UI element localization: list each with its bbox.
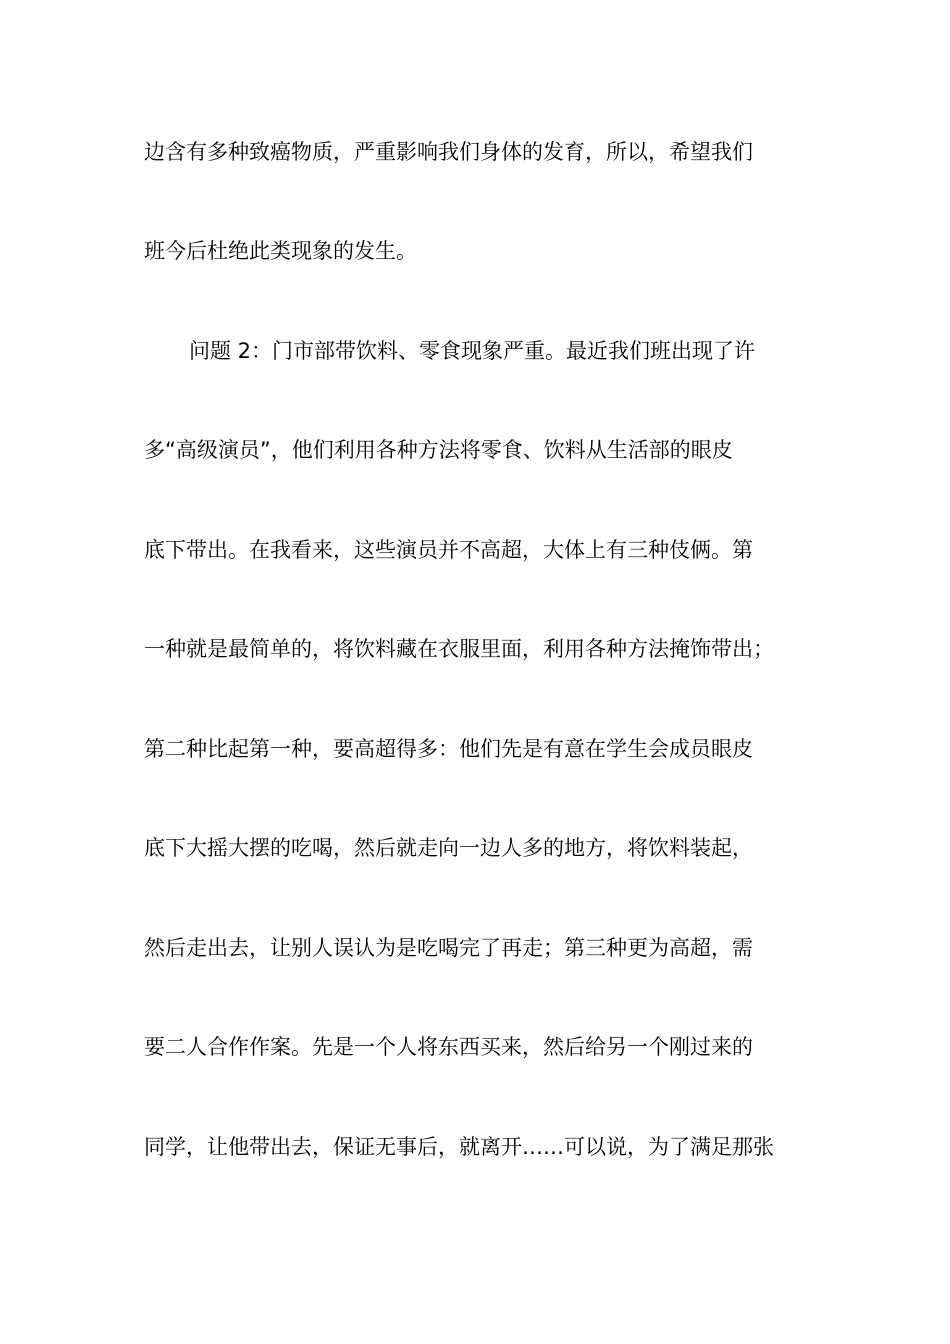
paragraph-line: 班今后杜绝此类现象的发生。 [144,239,417,263]
paragraph-line: 多“高级演员”，他们利用各种方法将零食、饮料从生活部的眼皮 [144,438,733,462]
paragraph-line: 底下大摇大摆的吃喝，然后就走向一边人多的地方，将饮料装起， [144,836,753,860]
paragraph-line: 问题 2：门市部带饮料、零食现象严重。最近我们班出现了许 [189,339,756,363]
paragraph-line: 同学，让他带出去，保证无事后，就离开……可以说，为了满足那张 [144,1135,774,1159]
paragraph-line: 边含有多种致癌物质，严重影响我们身体的发育，所以，希望我们 [144,140,753,164]
paragraph-line: 底下带出。在我看来，这些演员并不高超，大体上有三种伎俩。第 [144,538,753,562]
paragraph-line: 第二种比起第一种，要高超得多：他们先是有意在学生会成员眼皮 [144,737,753,761]
paragraph-line: 一种就是最简单的，将饮料藏在衣服里面，利用各种方法掩饰带出； [144,637,774,661]
paragraph-line: 要二人合作作案。先是一个人将东西买来，然后给另一个刚过来的 [144,1035,753,1059]
paragraph-line: 然后走出去，让别人误认为是吃喝完了再走；第三种更为高超，需 [144,936,753,960]
